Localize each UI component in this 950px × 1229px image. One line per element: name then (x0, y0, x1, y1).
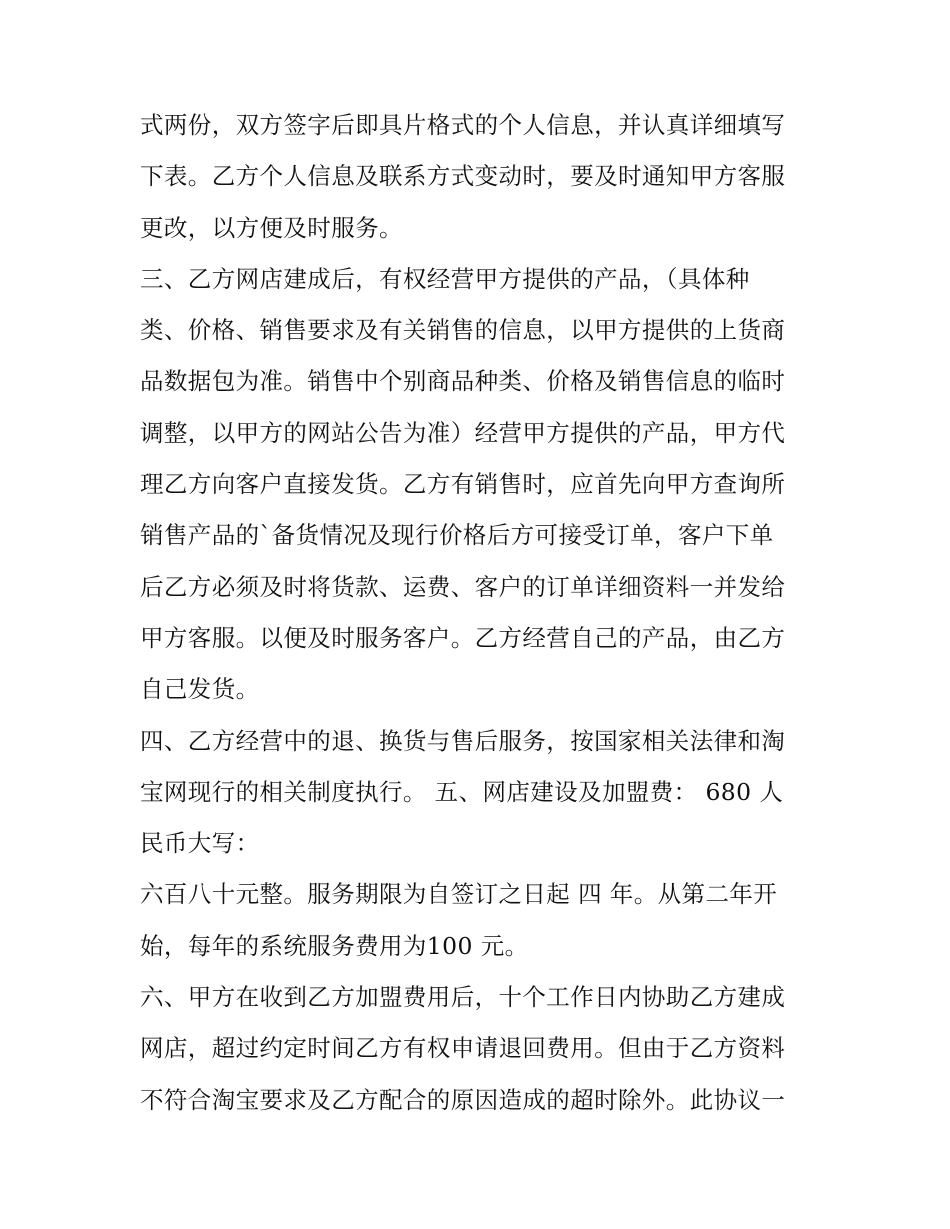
text-line: 宝网现行的相关制度执行。 五、网店建设及加盟费： 680 人 (140, 777, 784, 806)
text-line: 六百八十元整。服务期限为自签订之日起 四 年。从第二年开 (140, 880, 778, 909)
text-line: 品数据包为准。销售中个别商品种类、价格及销售信息的临时 (140, 367, 786, 396)
text-line: 民币大写： (140, 829, 260, 858)
text-line: 四、乙方经营中的退、换货与售后服务，按国家相关法律和淘 (140, 726, 786, 755)
text-line: 理乙方向客户直接发货。乙方有销售时，应首先向甲方查询所 (140, 470, 786, 499)
text-line: 后乙方必须及时将货款、运费、客户的订单详细资料一并发给 (140, 572, 786, 601)
text-line: 下表。乙方个人信息及联系方式变动时，要及时通知甲方客服 (140, 162, 786, 191)
text-line: 三、乙方网店建成后，有权经营甲方提供的产品，（具体种 (140, 264, 750, 293)
text-line: 始，每年的系统服务费用为100 元。 (140, 931, 529, 960)
text-line: 式两份，双方签字后即具片格式的个人信息，并认真详细填写 (140, 111, 786, 139)
text-line: 自己发货。 (140, 675, 260, 704)
text-line: 类、价格、销售要求及有关销售的信息，以甲方提供的上货商 (140, 316, 786, 345)
text-line: 调整，以甲方的网站公告为准）经营甲方提供的产品，甲方代 (140, 418, 786, 447)
text-line: 六、甲方在收到乙方加盟费用后，十个工作日内协助乙方建成 (140, 983, 786, 1012)
text-line: 销售产品的`备货情况及现行价格后方可接受订单，客户下单 (140, 521, 774, 550)
text-line: 不符合淘宝要求及乙方配合的原因造成的超时除外。此协议一 (140, 1085, 786, 1114)
text-line: 更改，以方便及时服务。 (140, 213, 403, 242)
document-body (140, 100, 820, 1126)
text-line: 甲方客服。以便及时服务客户。乙方经营自己的产品，由乙方 (140, 623, 786, 652)
text-line: 网店，超过约定时间乙方有权申请退回费用。但由于乙方资料 (140, 1034, 786, 1063)
